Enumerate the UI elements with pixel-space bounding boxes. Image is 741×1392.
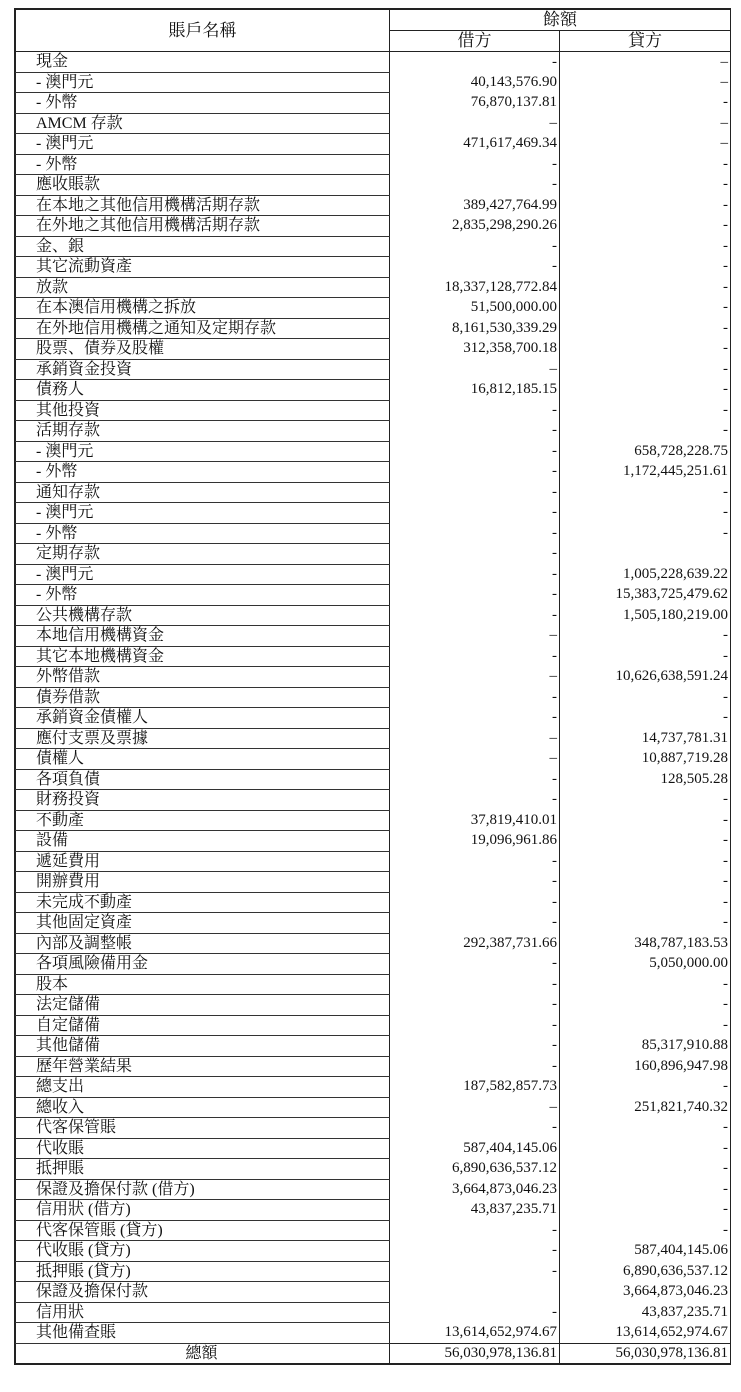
account-name-cell: 其他儲備 (16, 1036, 390, 1057)
account-name-cell: - 外幣 (16, 154, 390, 175)
debit-cell: - (390, 687, 560, 708)
total-debit: 56,030,978,136.81 (390, 1343, 560, 1364)
account-name-cell: 代客保管賬 (16, 1118, 390, 1139)
credit-cell: - (560, 708, 731, 729)
table-row (16, 421, 731, 442)
table-row (16, 954, 731, 975)
table-row (16, 667, 731, 688)
debit-cell: - (390, 462, 560, 483)
credit-cell: 348,787,183.53 (560, 933, 731, 954)
table-row (16, 52, 731, 73)
credit-cell (560, 544, 731, 565)
credit-cell: - (560, 195, 731, 216)
account-name-cell: AMCM 存款 (16, 113, 390, 134)
account-name-cell: 債權人 (16, 749, 390, 770)
table-row (16, 441, 731, 462)
balance-header: 餘額 (390, 10, 731, 31)
credit-cell: - (560, 872, 731, 893)
credit-cell: - (560, 892, 731, 913)
credit-cell: - (560, 810, 731, 831)
credit-cell: - (560, 995, 731, 1016)
debit-cell: 2,835,298,290.26 (390, 216, 560, 237)
credit-cell: - (560, 851, 731, 872)
table-row (16, 318, 731, 339)
account-name-cell: 內部及調整帳 (16, 933, 390, 954)
table-row (16, 790, 731, 811)
debit-cell: - (390, 769, 560, 790)
debit-cell: 471,617,469.34 (390, 134, 560, 155)
table-row (16, 72, 731, 93)
account-name-cell: 抵押賬 (貸方) (16, 1261, 390, 1282)
account-name-cell: 未完成不動產 (16, 892, 390, 913)
credit-cell: 160,896,947.98 (560, 1056, 731, 1077)
table-row (16, 1200, 731, 1221)
account-name-cell: 放款 (16, 277, 390, 298)
credit-cell: - (560, 1179, 731, 1200)
table-row (16, 1302, 731, 1323)
debit-cell: - (390, 1036, 560, 1057)
debit-cell: - (390, 236, 560, 257)
debit-cell: - (390, 605, 560, 626)
account-name-cell: 信用狀 (借方) (16, 1200, 390, 1221)
credit-cell: 1,005,228,639.22 (560, 564, 731, 585)
credit-cell: - (560, 482, 731, 503)
table-row (16, 933, 731, 954)
debit-cell: 587,404,145.06 (390, 1138, 560, 1159)
credit-cell: - (560, 974, 731, 995)
debit-cell: - (390, 892, 560, 913)
debit-cell: 37,819,410.01 (390, 810, 560, 831)
debit-cell: - (390, 564, 560, 585)
debit-cell: - (390, 790, 560, 811)
debit-cell: - (390, 1302, 560, 1323)
credit-cell: - (560, 1077, 731, 1098)
account-name-cell: 其他投資 (16, 400, 390, 421)
debit-cell: - (390, 585, 560, 606)
account-name-cell: 應收賬款 (16, 175, 390, 196)
total-label: 總額 (16, 1343, 390, 1364)
credit-cell: 5,050,000.00 (560, 954, 731, 975)
debit-cell: – (390, 113, 560, 134)
table-row (16, 1241, 731, 1262)
table-row (16, 851, 731, 872)
credit-cell: – (560, 52, 731, 73)
debit-cell: - (390, 503, 560, 524)
credit-cell: 15,383,725,479.62 (560, 585, 731, 606)
credit-cell: 251,821,740.32 (560, 1097, 731, 1118)
debit-cell: - (390, 482, 560, 503)
debit-cell: 8,161,530,339.29 (390, 318, 560, 339)
debit-cell: – (390, 749, 560, 770)
debit-cell: – (390, 1097, 560, 1118)
debit-cell: - (390, 1118, 560, 1139)
credit-cell: - (560, 421, 731, 442)
credit-cell: 3,664,873,046.23 (560, 1282, 731, 1303)
table-row (16, 1036, 731, 1057)
credit-cell: 43,837,235.71 (560, 1302, 731, 1323)
account-name-cell: 通知存款 (16, 482, 390, 503)
credit-cell: 10,887,719.28 (560, 749, 731, 770)
credit-cell: - (560, 175, 731, 196)
account-name-cell: 總收入 (16, 1097, 390, 1118)
account-name-cell: - 澳門元 (16, 503, 390, 524)
table-row (16, 339, 731, 360)
table-row (16, 626, 731, 647)
account-name-cell: - 澳門元 (16, 134, 390, 155)
account-name-cell: - 澳門元 (16, 441, 390, 462)
account-name-cell: - 外幣 (16, 462, 390, 483)
account-name-cell: 股本 (16, 974, 390, 995)
credit-cell: - (560, 1118, 731, 1139)
credit-cell: - (560, 1159, 731, 1180)
debit-cell: - (390, 421, 560, 442)
account-name-cell: 金、銀 (16, 236, 390, 257)
account-name-header: 賬戶名稱 (16, 10, 390, 52)
account-name-cell: 其他備查賬 (16, 1323, 390, 1344)
credit-cell: 14,737,781.31 (560, 728, 731, 749)
table-row (16, 769, 731, 790)
table-row (16, 1220, 731, 1241)
account-name-cell: - 澳門元 (16, 72, 390, 93)
credit-cell: - (560, 1200, 731, 1221)
account-name-cell: 其他固定資產 (16, 913, 390, 934)
table-row (16, 503, 731, 524)
table-row (16, 113, 731, 134)
debit-header: 借方 (390, 31, 560, 52)
table-row (16, 1159, 731, 1180)
account-name-cell: 承銷資金債權人 (16, 708, 390, 729)
account-name-cell: 本地信用機構資金 (16, 626, 390, 647)
account-name-cell: - 外幣 (16, 523, 390, 544)
table-row (16, 400, 731, 421)
table-row (16, 482, 731, 503)
debit-cell: - (390, 1241, 560, 1262)
credit-cell: - (560, 154, 731, 175)
table-row (16, 974, 731, 995)
table-row (16, 257, 731, 278)
account-name-cell: 應付支票及票據 (16, 728, 390, 749)
debit-cell: - (390, 995, 560, 1016)
account-name-cell: 設備 (16, 831, 390, 852)
debit-cell: - (390, 954, 560, 975)
debit-cell: - (390, 1261, 560, 1282)
credit-cell: - (560, 1220, 731, 1241)
table-row (16, 134, 731, 155)
credit-header: 貸方 (560, 31, 731, 52)
table-row (16, 1097, 731, 1118)
debit-cell: - (390, 708, 560, 729)
credit-cell: – (560, 134, 731, 155)
credit-cell: - (560, 523, 731, 544)
debit-cell: 16,812,185.15 (390, 380, 560, 401)
debit-cell: - (390, 974, 560, 995)
account-name-cell: 信用狀 (16, 1302, 390, 1323)
account-name-cell: 保證及擔保付款 (16, 1282, 390, 1303)
table-row (16, 1056, 731, 1077)
account-name-cell: 遞延費用 (16, 851, 390, 872)
account-name-cell: - 澳門元 (16, 564, 390, 585)
debit-cell: - (390, 1220, 560, 1241)
account-name-cell: 不動產 (16, 810, 390, 831)
debit-cell: 19,096,961.86 (390, 831, 560, 852)
table-row (16, 605, 731, 626)
credit-cell: - (560, 790, 731, 811)
debit-cell (390, 1282, 560, 1303)
credit-cell: - (560, 831, 731, 852)
table-row (16, 687, 731, 708)
table-body (16, 52, 731, 1344)
debit-cell: - (390, 523, 560, 544)
total-credit: 56,030,978,136.81 (560, 1343, 731, 1364)
account-name-cell: 各項負債 (16, 769, 390, 790)
credit-cell: - (560, 1138, 731, 1159)
credit-cell: 85,317,910.88 (560, 1036, 731, 1057)
credit-cell: – (560, 113, 731, 134)
credit-cell: - (560, 687, 731, 708)
account-name-cell: 現金 (16, 52, 390, 73)
debit-cell: 18,337,128,772.84 (390, 277, 560, 298)
debit-cell: – (390, 626, 560, 647)
table-row (16, 298, 731, 319)
table-row (16, 872, 731, 893)
credit-cell: - (560, 380, 731, 401)
debit-cell: - (390, 851, 560, 872)
table-row (16, 523, 731, 544)
account-name-cell: 代收賬 (16, 1138, 390, 1159)
account-name-cell: 債務人 (16, 380, 390, 401)
debit-cell: - (390, 52, 560, 73)
credit-cell: - (560, 400, 731, 421)
debit-cell: - (390, 441, 560, 462)
credit-cell: - (560, 1015, 731, 1036)
account-name-cell: 在外地信用機構之通知及定期存款 (16, 318, 390, 339)
table-row (16, 810, 731, 831)
debit-cell: - (390, 1056, 560, 1077)
table-row (16, 831, 731, 852)
account-name-cell: 債券借款 (16, 687, 390, 708)
table-row (16, 1138, 731, 1159)
account-name-cell: 抵押賬 (16, 1159, 390, 1180)
debit-cell: 389,427,764.99 (390, 195, 560, 216)
credit-cell: 658,728,228.75 (560, 441, 731, 462)
credit-cell: - (560, 318, 731, 339)
account-name-cell: 總支出 (16, 1077, 390, 1098)
table-row (16, 93, 731, 114)
table-row (16, 585, 731, 606)
credit-cell: - (560, 236, 731, 257)
credit-cell: - (560, 298, 731, 319)
credit-cell: - (560, 277, 731, 298)
table-row (16, 728, 731, 749)
table-row (16, 1282, 731, 1303)
account-name-cell: 在本地之其他信用機構活期存款 (16, 195, 390, 216)
account-name-cell: 公共機構存款 (16, 605, 390, 626)
debit-cell: – (390, 728, 560, 749)
account-name-cell: 保證及擔保付款 (借方) (16, 1179, 390, 1200)
credit-cell: - (560, 913, 731, 934)
credit-cell: 10,626,638,591.24 (560, 667, 731, 688)
table-row (16, 1015, 731, 1036)
account-name-cell: 活期存款 (16, 421, 390, 442)
table-row (16, 892, 731, 913)
account-name-cell: 在本澳信用機構之拆放 (16, 298, 390, 319)
credit-cell: 1,505,180,219.00 (560, 605, 731, 626)
credit-cell: - (560, 216, 731, 237)
account-name-cell: 法定儲備 (16, 995, 390, 1016)
table-row (16, 1323, 731, 1344)
table-row (16, 995, 731, 1016)
account-name-cell: 財務投資 (16, 790, 390, 811)
debit-cell: - (390, 646, 560, 667)
table-row (16, 195, 731, 216)
credit-cell: - (560, 257, 731, 278)
debit-cell: 40,143,576.90 (390, 72, 560, 93)
debit-cell: 187,582,857.73 (390, 1077, 560, 1098)
account-name-cell: 在外地之其他信用機構活期存款 (16, 216, 390, 237)
table-row (16, 359, 731, 380)
credit-cell: - (560, 93, 731, 114)
debit-cell: - (390, 400, 560, 421)
credit-cell: 13,614,652,974.67 (560, 1323, 731, 1344)
account-name-cell: 開辦費用 (16, 872, 390, 893)
debit-cell: 43,837,235.71 (390, 1200, 560, 1221)
debit-cell: – (390, 359, 560, 380)
credit-cell: - (560, 503, 731, 524)
table-row (16, 380, 731, 401)
credit-cell: – (560, 72, 731, 93)
debit-cell: 6,890,636,537.12 (390, 1159, 560, 1180)
credit-cell: - (560, 359, 731, 380)
account-name-cell: 定期存款 (16, 544, 390, 565)
table-row (16, 913, 731, 934)
credit-cell: 587,404,145.06 (560, 1241, 731, 1262)
debit-cell: 13,614,652,974.67 (390, 1323, 560, 1344)
account-name-cell: 代收賬 (貸方) (16, 1241, 390, 1262)
table-row (16, 1179, 731, 1200)
debit-cell: - (390, 872, 560, 893)
table-row (16, 1077, 731, 1098)
account-name-cell: 歷年營業結果 (16, 1056, 390, 1077)
debit-cell: 3,664,873,046.23 (390, 1179, 560, 1200)
account-name-cell: 各項風險備用金 (16, 954, 390, 975)
account-name-cell: 其它流動資產 (16, 257, 390, 278)
debit-cell: - (390, 544, 560, 565)
table-row (16, 277, 731, 298)
credit-cell: 128,505.28 (560, 769, 731, 790)
debit-cell: 76,870,137.81 (390, 93, 560, 114)
account-name-cell: - 外幣 (16, 93, 390, 114)
table-row (16, 462, 731, 483)
credit-cell: 6,890,636,537.12 (560, 1261, 731, 1282)
credit-cell: 1,172,445,251.61 (560, 462, 731, 483)
table-row (16, 216, 731, 237)
account-name-cell: 自定儲備 (16, 1015, 390, 1036)
credit-cell: - (560, 646, 731, 667)
table-row (16, 236, 731, 257)
account-name-cell: - 外幣 (16, 585, 390, 606)
table-row (16, 544, 731, 565)
debit-cell: - (390, 257, 560, 278)
table-row (16, 646, 731, 667)
debit-cell: 51,500,000.00 (390, 298, 560, 319)
account-name-cell: 其它本地機構資金 (16, 646, 390, 667)
debit-cell: – (390, 667, 560, 688)
account-name-cell: 股票、債券及股權 (16, 339, 390, 360)
total-row (16, 1343, 731, 1364)
table-row (16, 1261, 731, 1282)
credit-cell: - (560, 626, 731, 647)
trial-balance-table (14, 8, 731, 1365)
table-row (16, 749, 731, 770)
debit-cell: 312,358,700.18 (390, 339, 560, 360)
table-row (16, 154, 731, 175)
table-row (16, 708, 731, 729)
account-name-cell: 外幣借款 (16, 667, 390, 688)
debit-cell: - (390, 175, 560, 196)
debit-cell: 292,387,731.66 (390, 933, 560, 954)
debit-cell: - (390, 154, 560, 175)
credit-cell: - (560, 339, 731, 360)
table-row (16, 564, 731, 585)
table-row (16, 1118, 731, 1139)
debit-cell: - (390, 913, 560, 934)
table-row (16, 175, 731, 196)
account-name-cell: 代客保管賬 (貸方) (16, 1220, 390, 1241)
account-name-cell: 承銷資金投資 (16, 359, 390, 380)
debit-cell: - (390, 1015, 560, 1036)
